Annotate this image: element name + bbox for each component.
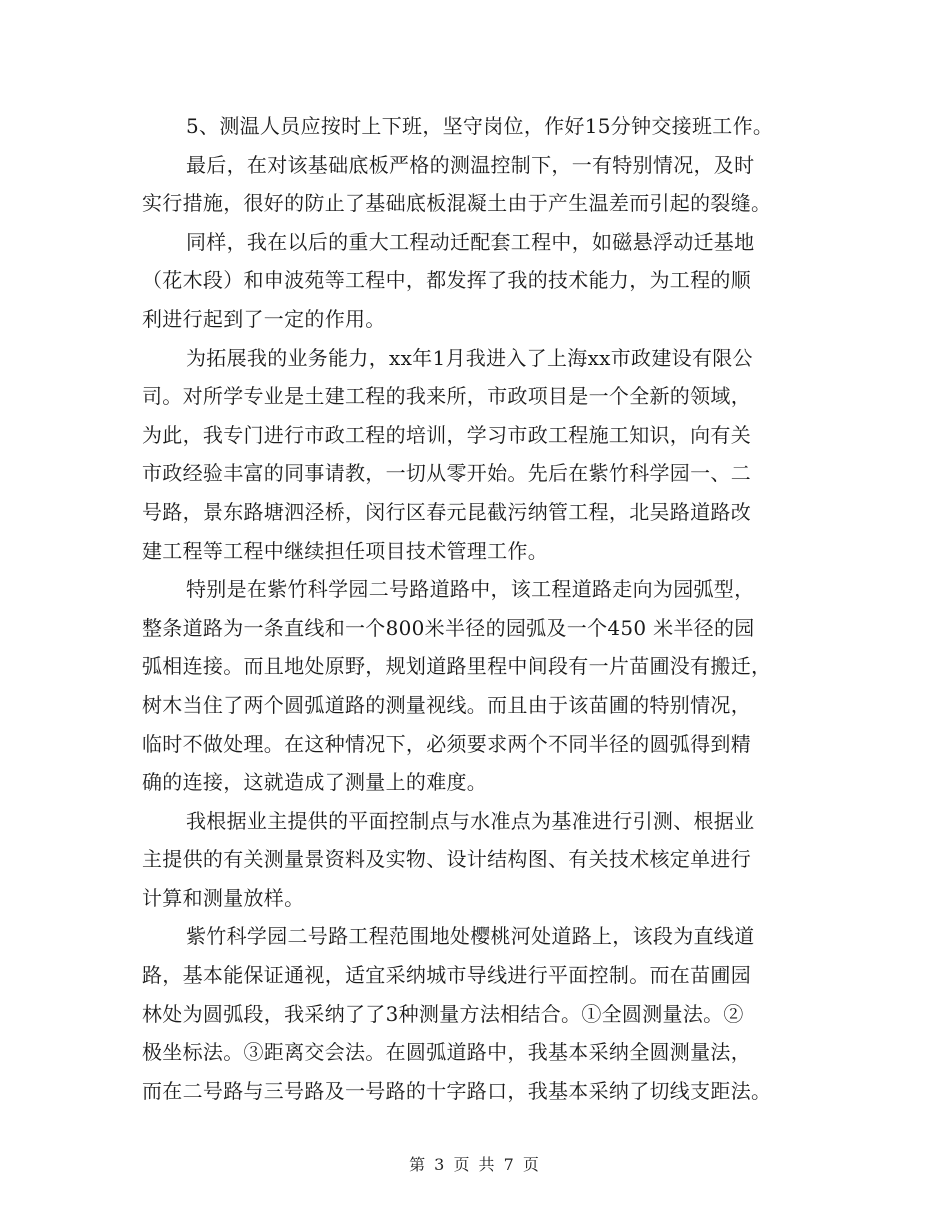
text-line: 路，基本能保证通视，适宜采纳城市导线进行平面控制。而在苗圃园 (142, 963, 751, 988)
text-line: 我根据业主提供的平面控制点与水准点为基准进行引测、根据业 (186, 808, 755, 833)
text-line: 为此，我专门进行市政工程的培训，学习市政工程施工知识，向有关 (142, 422, 751, 447)
text-line: 同样，我在以后的重大工程动迁配套工程中，如磁悬浮动迁基地 (186, 229, 755, 254)
text-line: 实行措施，很好的防止了基础底板混凝土由于产生温差而引起的裂缝。 (142, 191, 772, 216)
text-line: 司。对所学专业是土建工程的我来所，市政项目是一个全新的领域， (142, 384, 751, 409)
text-line: 树木当住了两个圆弧道路的测量视线。而且由于该苗圃的特别情况， (142, 692, 751, 717)
text-line: 计算和测量放样。 (142, 885, 305, 910)
text-line: （花木段）和申波苑等工程中，都发挥了我的技术能力，为工程的顺 (142, 268, 751, 293)
text-line: 特别是在紫竹科学园二号路道路中，该工程道路走向为园弧型， (186, 577, 755, 602)
text-line: 建工程等工程中继续担任项目技术管理工作。 (142, 538, 548, 563)
text-line: 市政经验丰富的同事请教，一切从零开始。先后在紫竹科学园一、二 (142, 461, 751, 486)
text-line: 紫竹科学园二号路工程范围地处樱桃河处道路上，该段为直线道 (186, 924, 755, 949)
text-line: 极坐标法。③距离交会法。在圆弧道路中，我基本采纳全圆测量法， (142, 1040, 751, 1065)
text-line: 号路，景东路塘泗泾桥，闵行区春元昆截污纳管工程，北吴路道路改 (142, 499, 751, 524)
text-line: 整条道路为一条直线和一个800米半径的园弧及一个450 米半径的园 (142, 615, 755, 640)
text-line: 最后，在对该基础底板严格的测温控制下，一有特别情况，及时 (186, 152, 755, 177)
text-line: 确的连接，这就造成了测量上的难度。 (142, 770, 488, 795)
text-line: 而在二号路与三号路及一号路的十字路口，我基本采纳了切线支距法。 (142, 1078, 772, 1103)
page-footer: 第 3 页 共 7 页 (409, 1155, 541, 1174)
text-line: 为拓展我的业务能力，xx年1月我进入了上海xx市政建设有限公 (186, 345, 753, 370)
body-text (142, 107, 810, 1110)
text-line: 临时不做处理。在这种情况下，必须要求两个不同半径的圆弧得到精 (142, 731, 751, 756)
text-line: 5、测温人员应按时上下班，坚守岗位，作好15分钟交接班工作。 (186, 114, 774, 138)
text-line: 弧相连接。而且地处原野，规划道路里程中间段有一片苗圃没有搬迁， (142, 654, 772, 679)
text-line: 林处为圆弧段，我采纳了了3种测量方法相结合。①全圆测量法。② (142, 1001, 744, 1026)
text-line: 利进行起到了一定的作用。 (142, 306, 386, 331)
text-line: 主提供的有关测量景资料及实物、设计结构图、有关技术核定单进行 (142, 847, 751, 872)
